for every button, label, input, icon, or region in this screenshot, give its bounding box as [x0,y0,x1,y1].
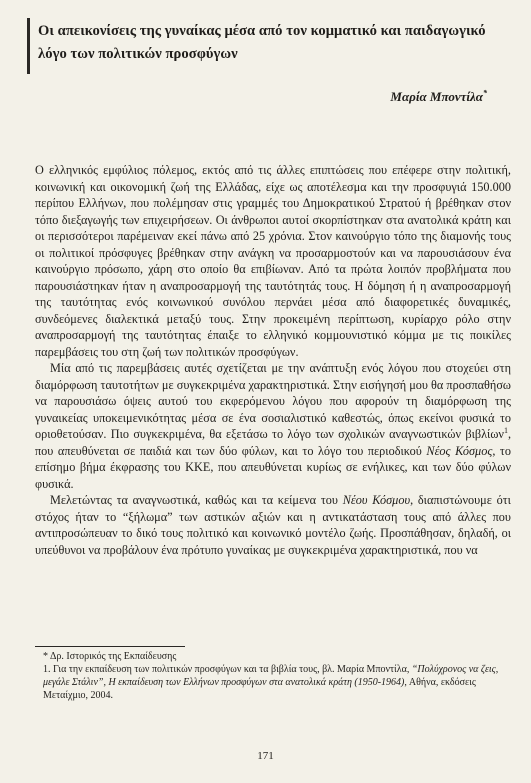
paragraph-3-text-a: Μελετώντας τα αναγνωστικά, καθώς και τα κείμενα του [50,493,343,507]
footnotes [43,650,513,702]
author-line [390,89,487,105]
article-title: Οι απεικονίσεις της γυναίκας μέσα από τον κομματικό και παιδαγωγικό λόγο των πολιτικών προσφύγων [38,23,486,62]
paragraph-3-text-b: , διαπιστώνουμε ότι στόχος ήταν το “ξήλωμα” των αστικών αξιών και η αντικατάσταση τους από άλλες που αντιπροσώπευαν το δικό τους πολιτικό και κοινωνικό μοντέλο ζωής. Προσπάθησαν, δηλαδή, οι υπεύθυνοι να προβάλουν ένα πρότυπο γυναίκας με συγκεκριμένα χαρακτηριστικά, που να [35,493,511,557]
page-number: 171 [257,750,274,762]
footnote-1-text-a: 1. Για την εκπαίδευση των πολιτικών προσφύγων και τα βιβλία τους, βλ. Μαρία Μποντίλα, [43,664,412,675]
journal-name: Νέος Κόσμος [426,443,493,458]
paragraph-3 [35,492,511,558]
footnote-ref-1[interactable]: 1 [503,425,508,435]
author-name: Μαρία Μποντίλα [390,89,483,104]
paragraph-2-text-a: Μία από τις παρεμβάσεις αυτές σχετίζεται με την ανάπτυξη ενός λόγου που στοχεύει στη διαμόρφωση ταυτοτήτων με συγκεκριμένα χαρακτηριστικά. Στην εισήγησή μου θα προσπαθήσω να παρουσιάσω όψεις αυτού του εκφερόμενου λόγου που αφορούν τη διαμόρφωση της γυναικείας υποκειμενικότητας μέσα σε ένα σοσιαλιστικό καθεστώς, όπως εκείνοι φυσικά το οριοθετούσαν. Πιο συγκεκριμένα, θα εξετάσω το λόγο των σχολικών αναγνωστικών βιβλίων [35,361,511,441]
footnote-1-book-title: “Πολύχρονος να ζεις, μεγάλε Στάλιν”, Η εκπαίδευση των Ελλήνων προσφύγων στα ανατολικά κράτη (1950-1964) [43,664,499,688]
journal-name-genitive: Νέου Κόσμου [342,493,411,507]
paragraph-2 [35,360,511,492]
author-footnote-mark: * [483,88,487,98]
title-side-rule [27,18,30,74]
paragraph-1: Ο ελληνικός εμφύλιος πόλεμος, εκτός από τις άλλες επιπτώσεις που επέφερε στην πολιτική, κοινωνική και οικονομική ζωή της Ελλάδας, είχε ως αποτέλεσμα και την προσφυγιά 150.000 περίπου Ελλήνων, που πολέμησαν στις γραμμές του Δημοκρατικού Στρατού ή βρέθηκαν στον τόπο διεξαγωγής των επιχειρήσεων. Οι άνθρωποι αυτοί σκορπίστηκαν στα ανατολικά κράτη και οι περισσότεροι παρέμειναν εκεί πάνω από 25 χρόνια. Στον καινούργιο τόπο της διαμονής τους οι πολιτικοί πρόσφυγες βρέθηκαν στην ανάγκη να προσαρμοστούν και να παρουσιάσουν ένα καινούργιο πρόσωπο, χάρη στο οποίο θα επιβίωναν. Από τα πρώτα λοιπόν προβλήματα που παρουσιάστηκαν ήταν η αναπροσαρμογή της ταυτότητάς τους. Η δόμηση ή η αναπροσαρμογή της ταυτότητας ενός κοινωνικού συνόλου περνάει μέσα από διαφορετικές δυναμικές, συνδεόμενες διαλεκτικά μεταξύ τους. Στην προκειμένη περίπτωση, κυρίαρχο ρόλο στην αναπροσαρμογή της ταυτότητας έπαιξε το ελληνικό κομμουνιστικό κόμμα με τις ποικίλες παρεμβάσεις του στη ζωή των πολιτικών προσφύγων. [35,163,511,359]
footnote-1 [43,663,513,702]
footnote-rule [35,646,185,647]
paragraph-2-text-c: , το επίσημο βήμα έκφρασης του ΚΚΕ, που απευθύνεται κυρίως σε ενήλικες, και των δύο φύλων φυσικά. [35,443,511,491]
footnote-1-text-b: , Αθήνα, εκδόσεις Μεταίχμιο, 2004. [43,677,476,701]
article-body [35,162,511,558]
paragraph-2-text-b: , που απευθύνεται σε παιδιά και των δύο φύλων, και το λόγο του περιοδικού [35,427,511,458]
footnote-star: * Δρ. Ιστορικός της Εκπαίδευσης [43,651,177,662]
